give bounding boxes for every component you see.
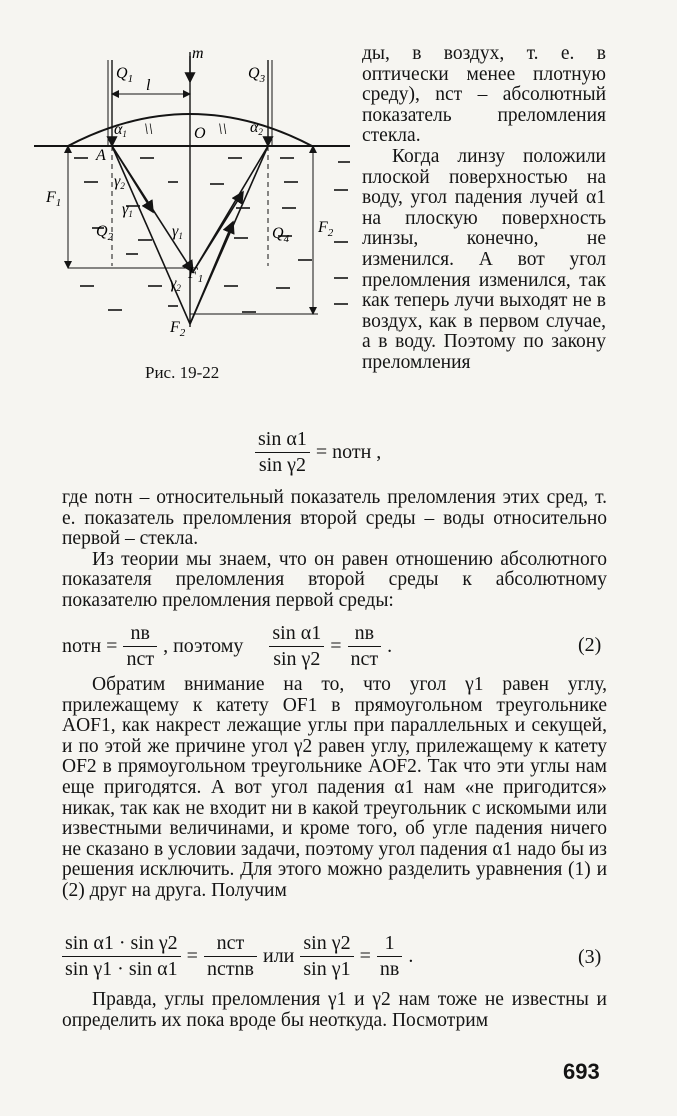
label-F2-point: $F_2$ — [170, 319, 186, 339]
equation-1 — [255, 428, 381, 477]
label-Q2: $Q_2$ — [96, 223, 114, 243]
side-column-text — [362, 44, 606, 374]
text-block-1 — [62, 488, 607, 612]
paragraph-where: где nотн – относительный показатель преломления этих сред, т. е. показатель преломления второй среды – воды относительно первой – стекла. — [62, 487, 607, 550]
text-block-3 — [62, 990, 607, 1031]
page-number: 693 — [563, 1059, 600, 1084]
label-F1-point: $F_1$ — [188, 265, 204, 285]
label-Q3: $Q_3$ — [248, 65, 266, 85]
eq1-fraction: $\frac{\text{sin α1}}{\text{sin γ2}}$ — [255, 428, 310, 477]
side-paragraph-1: ды, в воздух, т. е. в оптически менее плотную среду), nст – абсолютный показатель преломления стекла. — [362, 43, 606, 147]
figure-caption: Рис. 19-22 — [145, 363, 220, 382]
label-m: m — [192, 45, 204, 62]
label-alpha1: α1 — [114, 121, 127, 139]
text-block-2 — [62, 675, 607, 902]
label-gamma1-center: γ1 — [172, 223, 183, 241]
label-l: l — [146, 77, 151, 94]
label-alpha2: α2 — [250, 119, 263, 137]
label-A: A — [96, 147, 106, 164]
side-paragraph-2: Когда линзу положили плоской поверхностью на воду, угол падения лучей α1 на плоскую поверхность линзы, конечно, не изменился. А вот угол преломления изменился, так как теперь лучи выходят не в воздух, как в первом случае, а в воду. Поэтому по закону преломления — [362, 145, 606, 373]
figure-19-22 — [28, 42, 358, 342]
eq1-rhs: = nотн , — [315, 441, 382, 463]
label-F2-dim: $F_2$ — [318, 219, 334, 239]
label-gamma2-center: γ2 — [170, 275, 181, 293]
paragraph-refraction-unknown: Правда, углы преломления γ1 и γ2 нам тоже не известны и определить их пока вроде бы неоткуда. Посмотрим — [62, 989, 607, 1031]
label-O: O — [194, 125, 206, 142]
paragraph-angles: Обратим внимание на то, что угол γ1 равен углу, прилежащему к катету OF1 в прямоугольном треугольнике AOF1, как накрест лежащие углы при параллельных и секущей, и по этой же причине угол γ2 равен углу, прилежащему к катету OF2 в прямоугольном треугольнике AOF2. Так что эти углы нам еще пригодятся. А вот угол падения α1 нам «не пригодится» никак, так как не входит ни в какой треугольник с искомыми или известными величинами, и кроме того, об угле падения ничего не сказано в условии задачи, поэтому угол падения α1 надо бы из решения исключить. Для этого можно разделить уравнения (1) и (2) друг на друга. Получим — [62, 674, 607, 901]
lens-hatch-right: \\ — [218, 121, 227, 138]
label-gamma2-left: γ2 — [114, 173, 125, 191]
equation-2-number: (2) — [578, 634, 602, 656]
equation-2: nотн = $\frac{nв}{\text{nст}}$ , поэтому $\frac{\text{sin α1}}{\text{sin γ2}}$ = $\frac{nв}{\text{nст}}$ . — [62, 622, 393, 670]
lens-hatch-left: \\ — [144, 121, 153, 138]
equation-3-number: (3) — [578, 946, 602, 968]
label-F1-dim: $F_1$ — [46, 189, 62, 209]
label-gamma1-left: γ1 — [122, 201, 133, 219]
label-Q4: $Q_4$ — [272, 225, 290, 245]
lens-diagram — [28, 42, 358, 342]
equation-3: $\frac{\text{sin α1 · sin γ2}}{\text{sin γ1 · sin α1}}$ = $\frac{\text{nст}}{\text{nстnв}}$ или $\frac{\text{sin γ2}}{\text{sin γ1}}$ = $\frac{1}{nв}$ . — [62, 932, 413, 981]
paragraph-theory: Из теории мы знаем, что он равен отношению абсолютного показателя преломления второй среды к абсолютному показателю преломления первой среды: — [62, 548, 607, 611]
label-Q1: $Q_1$ — [116, 65, 134, 85]
